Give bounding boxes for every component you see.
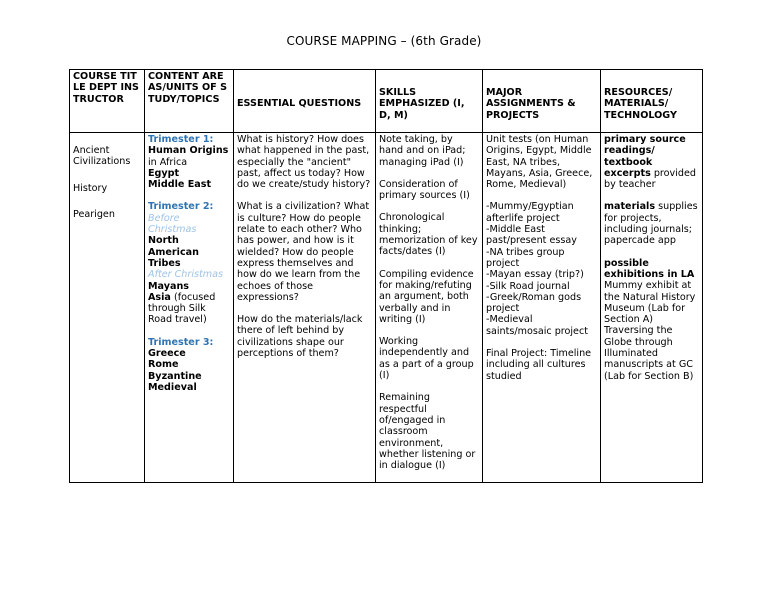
list-item: -Mummy/Egyptian afterlife project [486, 201, 574, 224]
topic-medieval: Medieval [148, 381, 197, 393]
page-title: COURSE MAPPING – (6th Grade) [286, 34, 482, 48]
topic-asia: Asia [148, 291, 171, 303]
list-item: -NA tribes group project [486, 246, 565, 269]
trimester-2-label: Trimester 2: [148, 201, 214, 213]
resource-readings-heading: primary source readings/ textbook excerpts [604, 134, 686, 179]
trimester-2-block [148, 201, 230, 325]
resources-cell [601, 133, 703, 483]
topic-rome: Rome [148, 359, 179, 371]
resource-exhibitions [604, 258, 699, 382]
skills-cell [376, 133, 483, 483]
course-dept: History [73, 182, 108, 194]
assignment-list [486, 201, 597, 337]
list-item: -Mayan essay (trip?) [486, 269, 584, 281]
topic-egypt: Egypt [148, 167, 180, 179]
skill-5: Working independently and as a part of a group (I) [379, 336, 474, 382]
content-cell [145, 133, 234, 483]
topic-middle-east: Middle East [148, 179, 212, 191]
before-christmas-note: Before Christmas [148, 212, 197, 236]
topic-asia-note: (focused through Silk Road travel) [148, 291, 216, 326]
assignment-unit-tests: Unit tests (on Human Origins, Egypt, Middle East, NA tribes, Mayans, Asia, Greece, Rome, Medieval) [486, 134, 593, 191]
course-cell [70, 133, 145, 483]
course-instructor: Pearigen [73, 208, 115, 220]
header-skills: SKILLS EMPHASIZED (I, D, M) [376, 70, 483, 133]
question-1: What is history? How does what happened in the past, especially the "ancient" past, affect us today? How do we create/study history? [237, 134, 371, 191]
header-assignments: MAJOR ASSIGNMENTS & PROJECTS [483, 70, 601, 133]
resource-readings [604, 134, 699, 190]
resource-exhibitions-text: Mummy exhibit at the Natural History Museum (Lab for Section A) Traversing the Globe through Illuminated manuscripts at GC (Lab for Section B) [604, 280, 696, 382]
skill-2: Consideration of primary sources (I) [379, 178, 470, 202]
list-item: -Silk Road journal [486, 280, 570, 292]
topic-byzantine: Byzantine [148, 370, 202, 382]
topic-mayans: Mayans [148, 280, 189, 292]
skill-3: Chronological thinking; memorization of key facts/dates (I) [379, 212, 478, 258]
topic-human-origins-suffix: in Africa [148, 156, 188, 168]
list-item: -Middle East past/present essay [486, 224, 577, 247]
skill-4: Compiling evidence for making/refuting an argument, both verbally and in writing (I) [379, 268, 474, 325]
course-mapping-table [69, 69, 703, 483]
topic-greece: Greece [148, 348, 186, 360]
assignments-cell [483, 133, 601, 483]
topic-human-origins: Human Origins [148, 145, 229, 157]
resource-materials-heading: materials [604, 201, 656, 213]
skill-6: Remaining respectful of/engaged in classroom environment, whether listening or in dialogue (I) [379, 392, 476, 472]
skill-1: Note taking, by hand and on iPad; managing iPad (I) [379, 134, 466, 168]
questions-cell [234, 133, 376, 483]
resource-materials-text: supplies for projects, including journals; papercade app [604, 201, 698, 247]
trimester-3-label: Trimester 3: [148, 336, 214, 348]
content-row [70, 133, 703, 483]
after-christmas-note: After Christmas [148, 269, 223, 281]
course-title: Ancient Civilizations [73, 145, 131, 168]
question-3: How do the materials/lack there of left behind by civilizations shape our perceptions of them? [237, 314, 363, 360]
trimester-1-label: Trimester 1: [148, 134, 214, 145]
resource-readings-text: provided by teacher [604, 167, 696, 191]
list-item: -Greek/Roman gods project [486, 291, 582, 315]
question-2: What is a civilization? What is culture? How do people relate to each other? Who has power, and how is it wielded? How do people express themselves and how do we learn from the echoes of those expressions? [237, 201, 370, 303]
trimester-1-block [148, 134, 230, 190]
topic-north-american-tribes: North American Tribes [148, 235, 199, 269]
trimester-3-block [148, 337, 230, 393]
resource-materials [604, 201, 699, 246]
header-row [70, 70, 703, 133]
header-content: CONTENT AREAS/UNITS OF STUDY/TOPICS [145, 70, 234, 133]
header-course: COURSE TITLE DEPT INSTRUCTOR [70, 70, 145, 133]
assignment-final-project: Final Project: Timeline including all cultures studied [486, 348, 592, 382]
resource-exhibitions-heading: possible exhibitions in LA [604, 257, 695, 280]
list-item: -Medieval saints/mosaic project [486, 314, 588, 337]
header-questions: ESSENTIAL QUESTIONS [234, 70, 376, 133]
header-resources: RESOURCES/ MATERIALS/ TECHNOLOGY [601, 70, 703, 133]
